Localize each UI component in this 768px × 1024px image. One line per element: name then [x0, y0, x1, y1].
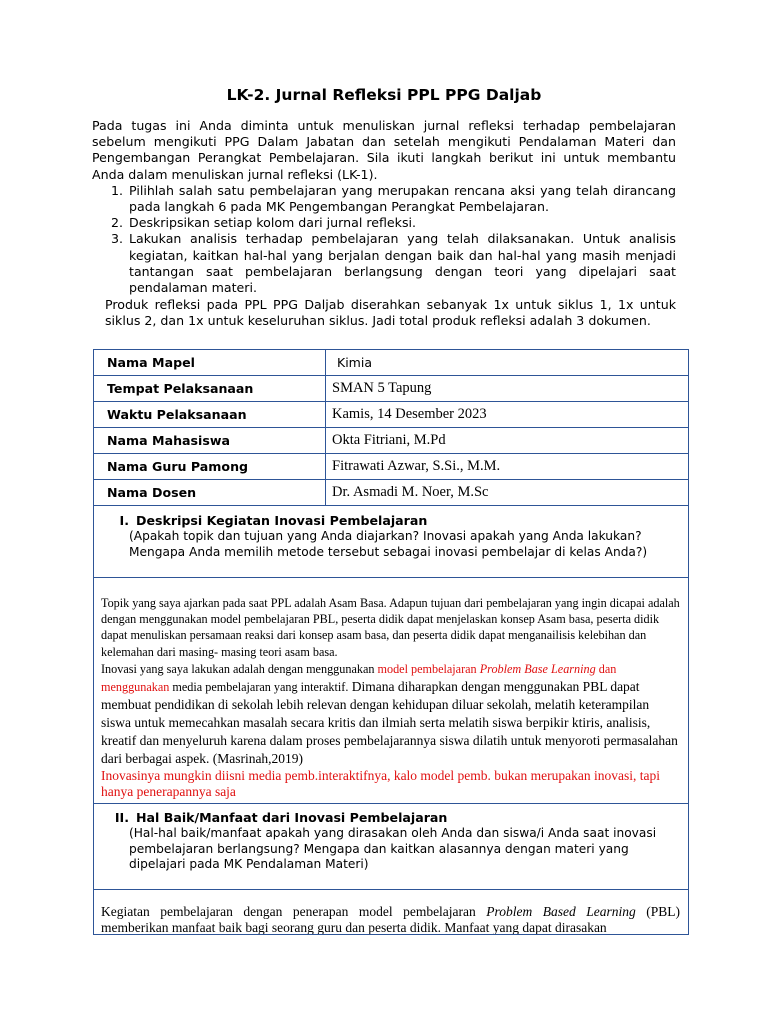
table-row [94, 480, 689, 506]
info-value: Dr. Asmadi M. Noer, M.Sc [326, 480, 689, 506]
section-title: Deskripsi Kegiatan Inovasi Pembelajaran [136, 513, 428, 528]
info-label: Nama Guru Pamong [94, 454, 326, 480]
highlighted-text: Problem Base Learning [479, 661, 596, 676]
highlighted-text: dan menggunakan [101, 661, 617, 694]
instructions [92, 118, 676, 330]
table-row [94, 428, 689, 454]
step-item: 1. Pilihlah salah satu pembelajaran yang merupakan rencana aksi yang telah dirancang pada langkah 6 pada MK Pengembangan Perangkat Pembelajaran. [127, 183, 676, 215]
info-label: Nama Mahasiswa [94, 428, 326, 454]
reviewer-comment: Inovasinya mungkin diisni media pemb.interaktifnya, kalo model pemb. bukan merupakan inovasi, tapi hanya penerapannya saja [101, 767, 660, 800]
table-row [94, 454, 689, 480]
produk-paragraph: Produk refleksi pada PPL PPG Daljab diserahkan sebanyak 1x untuk siklus 1, 1x untuk siklus 2, dan 1x untuk keseluruhan siklus. Jadi total produk refleksi adalah 3 dokumen. [105, 297, 676, 329]
intro-paragraph: Pada tugas ini Anda diminta untuk menuliskan jurnal refleksi terhadap pembelajaran sebelum mengikuti PPG Dalam Jabatan dan setelah mengikuti Pendalaman Materi dan Pengembangan Perangkat Pembelajaran. Sila ikuti langkah berikut ini untuk membantu Anda dalam menuliskan jurnal refleksi (LK-1). [92, 118, 676, 182]
section-1-answer [93, 577, 689, 804]
answer-text: (PBL) memberikan manfaat baik bagi seorang guru dan peserta didik. Manfaat yang dapat dirasakan [101, 904, 680, 935]
answer-paragraph: Topik yang saya ajarkan pada saat PPL adalah Asam Basa. Adapun tujuan dari pembelajaran yang ingin dicapai adalah dengan menggunakan model pembelajaran PBL, peserta didik dapat menjelaskan konsep Asam basa, peserta didik dapat menuliskan persamaan reaksi dari konsep asam basa, dan peserta didik dapat menganailisis kelebihan dan kelemahan dari masing- masing teori asam basa. [101, 596, 680, 659]
answer-paragraph [101, 904, 680, 935]
section-number: II. [114, 810, 129, 825]
answer-text: Dimana diharapkan dengan menggunakan PBL dapat membuat pendidikan di sekolah lebih relevan dengan kehidupan diluar sekolah, melatih keterampilan siswa untuk memecahkan masalah secara kritis dan ilmiah serta melatih siswa berpikir ktiris, analisis, kreatif dan menyeluruh karena dalam proses pembelajarannya siswa dilatih untuk menyoroti permasalahan dari berbagai aspek. (Masrinah,2019) [101, 678, 678, 766]
section-prompt: (Hal-hal baik/manfaat apakah yang dirasakan oleh Anda dan siswa/i Anda saat inovasi pembelajaran berlangsung? Mengapa dan kaitkan alasannya dengan materi yang dipelajari pada MK Pendalaman Materi) [129, 825, 657, 872]
info-label: Waktu Pelaksanaan [94, 402, 326, 428]
info-table [93, 349, 689, 506]
table-row [94, 402, 689, 428]
info-value: Kamis, 14 Desember 2023 [326, 402, 689, 428]
section-1-header [93, 505, 689, 578]
answer-text: media pembelajaran yang interaktif. [169, 679, 349, 694]
table-row [94, 350, 689, 376]
section-number: I. [119, 513, 129, 528]
steps-list [92, 183, 676, 296]
info-label: Nama Mapel [94, 350, 326, 376]
info-value: SMAN 5 Tapung [326, 376, 689, 402]
answer-text: Inovasi yang saya lakukan adalah dengan menggunakan [101, 661, 378, 676]
info-value: Kimia [326, 350, 689, 376]
section-2-header [93, 803, 689, 890]
page-title: LK-2. Jurnal Refleksi PPL PPG Daljab [226, 86, 542, 104]
section-2-answer [93, 889, 689, 935]
table-row [94, 376, 689, 402]
section-title: Hal Baik/Manfaat dari Inovasi Pembelajaran [136, 810, 448, 825]
answer-paragraph [101, 660, 680, 768]
answer-text: Kegiatan pembelajaran dengan penerapan model pembelajaran [101, 904, 487, 919]
info-value: Fitrawati Azwar, S.Si., M.M. [326, 454, 689, 480]
highlighted-text: model pembelajaran [377, 661, 480, 676]
step-item: 2. Deskripsikan setiap kolom dari jurnal refleksi. [127, 215, 676, 231]
section-prompt: (Apakah topik dan tujuan yang Anda diajarkan? Inovasi apakah yang Anda lakukan? Mengapa Anda memilih metode tersebut sebagai inovasi pembelajar di kelas Anda?) [129, 528, 648, 559]
info-value: Okta Fitriani, M.Pd [326, 428, 689, 454]
info-label: Tempat Pelaksanaan [94, 376, 326, 402]
answer-text: Problem Based Learning [486, 904, 636, 919]
step-item: 3. Lakukan analisis terhadap pembelajaran yang telah dilaksanakan. Untuk analisis kegiatan, kaitkan hal-hal yang berjalan dengan baik dan hal-hal yang masih menjadi tantangan saat pembelajaran berlangsung dengan teori yang dipelajari saat pendalaman materi. [127, 231, 676, 296]
info-label: Nama Dosen [94, 480, 326, 506]
